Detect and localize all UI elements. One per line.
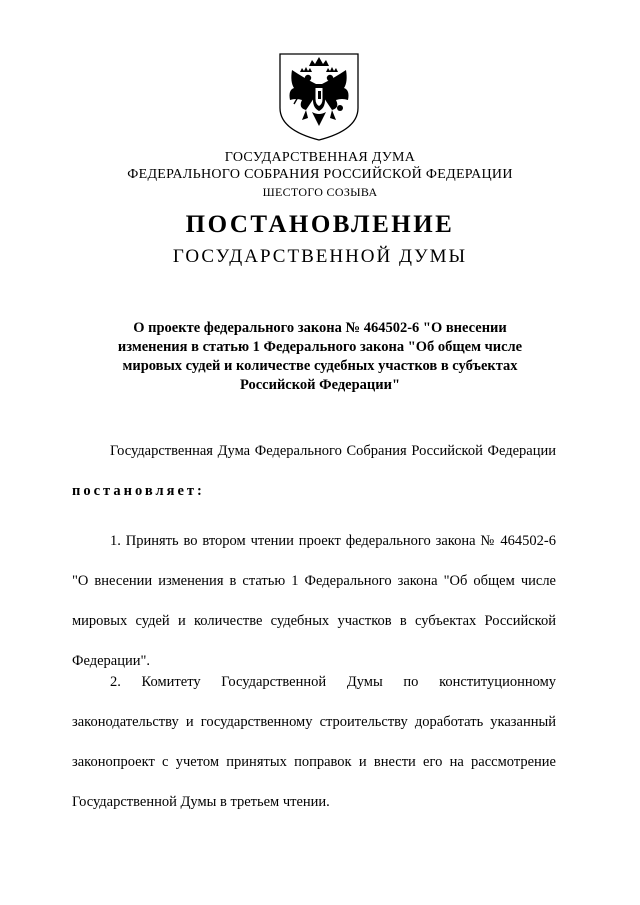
document-subject: О проекте федерального закона № 464502-6 "О внесении изменения в статью 1 Федерального закона "Об общем числе мировых судей и количестве судебных участков в субъектах Российской Федерации" [117,320,523,393]
item-2-paragraph: 2. Комитету Государственной Думы по конституционному законодательству и государственному строительству доработать указанный законопроект с учетом принятых поправок и внести его на рассмотрение Государственной Думы в третьем чтении. [72,674,556,810]
document-subtitle: ГОСУДАРСТВЕННОЙ ДУМЫ [172,246,468,267]
item-1-paragraph: 1. Принять во втором чтении проект федерального закона № 464502-6 "О внесении изменения в статью 1 Федерального закона "Об общем числе мировых судей и количестве судебных участков в субъектах Российской Федерации". [72,533,556,669]
header-line-duma: ГОСУДАРСТВЕННАЯ ДУМА [224,150,416,165]
header-line-convocation: ШЕСТОГО СОЗЫВА [262,185,378,199]
intro-text: Государственная Дума Федерального Собрания Российской Федерации [110,443,556,459]
decree-word: постановляет: [72,483,205,499]
document-title: ПОСТАНОВЛЕНИЕ [185,211,455,238]
header-line-assembly: ФЕДЕРАЛЬНОГО СОБРАНИЯ РОССИЙСКОЙ ФЕДЕРАЦИИ [127,167,513,182]
coat-of-arms-icon [276,48,362,142]
intro-paragraph [72,431,556,511]
